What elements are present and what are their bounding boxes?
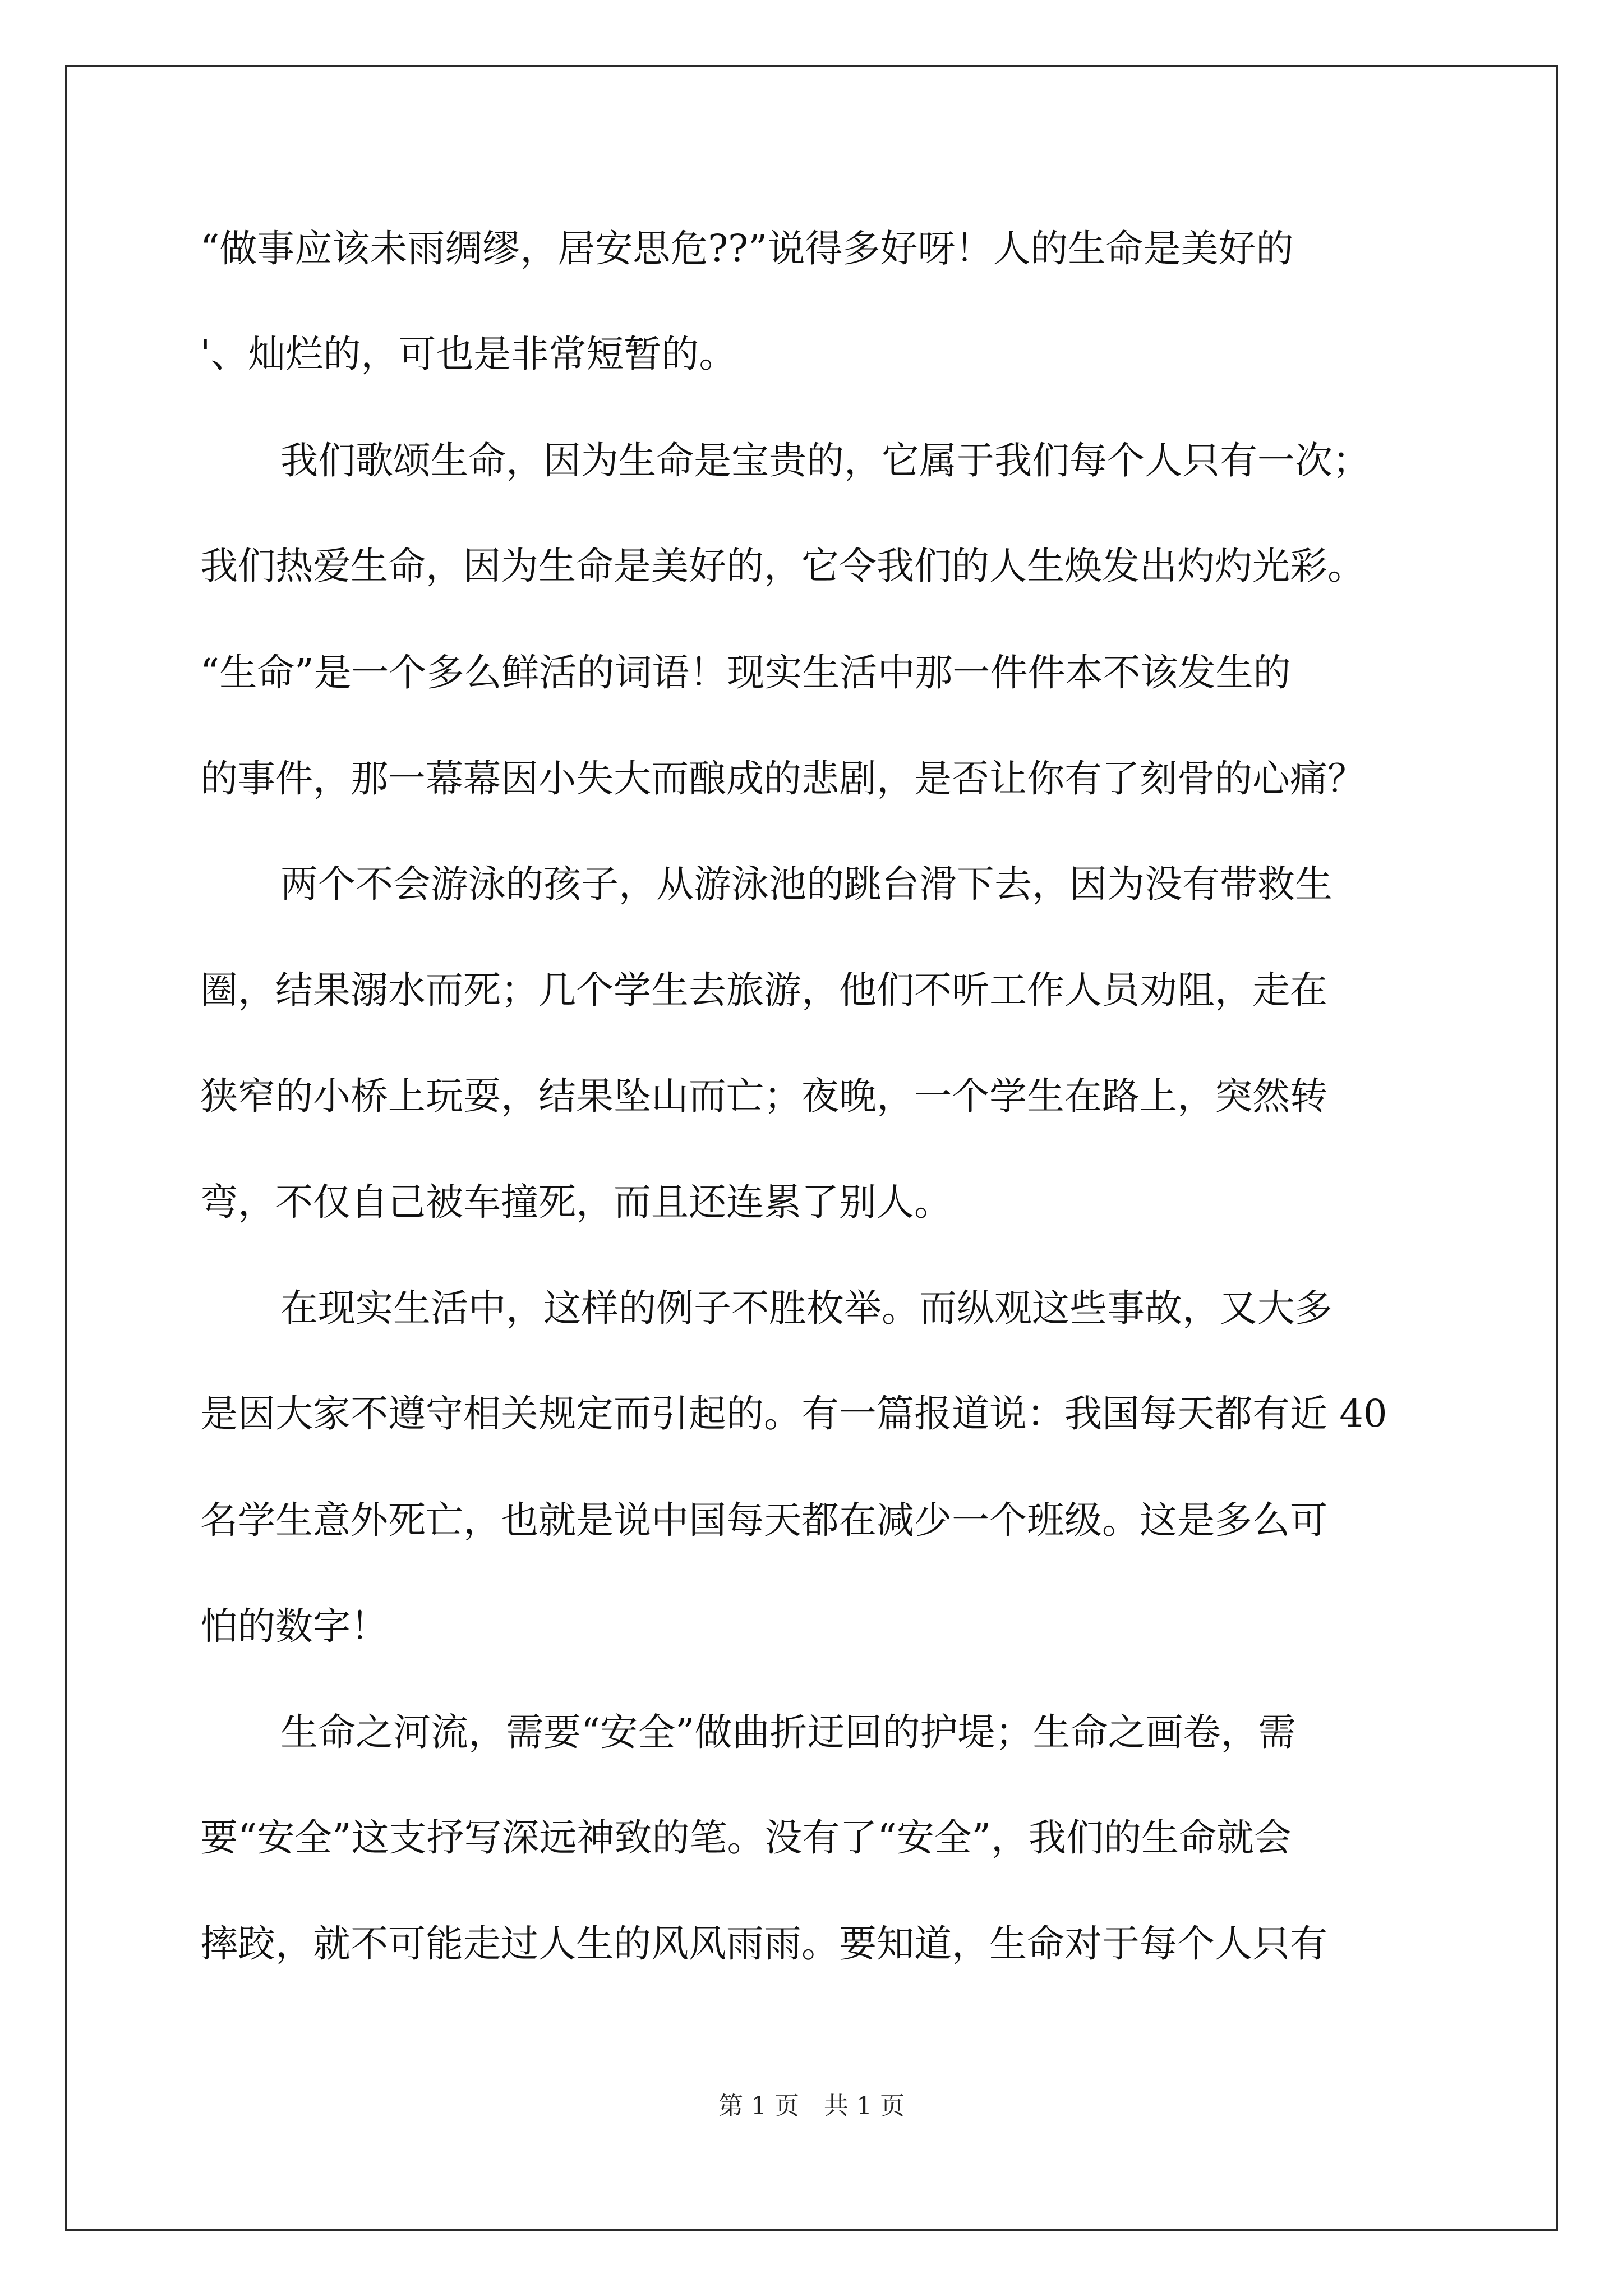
text-line: 弯，不仅自己被车撞死，而且还连累了别人。 [200, 1180, 952, 1224]
text-line: 我们热爱生命，因为生命是美好的，它令我们的人生焕发出灼灼光彩。 [200, 544, 1365, 588]
page-border [65, 65, 1558, 2231]
text-line: 名学生意外死亡，也就是说中国每天都在减少一个班级。这是多么可 [200, 1498, 1327, 1542]
text-line: 狭窄的小桥上玩耍，结果坠山而亡；夜晚，一个学生在路上，突然转 [200, 1074, 1327, 1118]
text-line: 我们歌颂生命，因为生命是宝贵的，它属于我们每个人只有一次； [280, 439, 1370, 482]
text-line: '、灿烂的，可也是非常短暂的。 [200, 332, 737, 376]
text-line: 是因大家不遵守相关规定而引起的。有一篇报道说：我国每天都有近 40 [200, 1392, 1387, 1435]
text-line: 在现实生活中，这样的例子不胜枚举。而纵观这些事故，又大多 [280, 1286, 1332, 1330]
text-line: 怕的数字！ [200, 1604, 388, 1648]
text-line: 生命之河流，需要“安全”做曲折迂回的护堤；生命之画卷，需 [280, 1710, 1296, 1754]
text-line: “做事应该未雨绸缪，居安思危??”说得多好呀！人的生命是美好的 [200, 227, 1294, 270]
text-line: 摔跤，就不可能走过人生的风风雨雨。要知道，生命对于每个人只有 [200, 1922, 1327, 1966]
text-line: 要“安全”这支抒写深远神致的笔。没有了“安全”，我们的生命就会 [200, 1816, 1292, 1860]
page-number-footer: 第 1 页 共 1 页 [718, 2092, 905, 2120]
text-line: “生命”是一个多么鲜活的词语！现实生活中那一件件本不该发生的 [200, 651, 1291, 694]
text-line: 圈，结果溺水而死；几个学生去旅游，他们不听工作人员劝阻，走在 [200, 968, 1327, 1012]
text-line: 两个不会游泳的孩子，从游泳池的跳台滑下去，因为没有带救生 [280, 862, 1332, 906]
text-line: 的事件，那一幕幕因小失大而酿成的悲剧，是否让你有了刻骨的心痛？ [200, 757, 1365, 800]
